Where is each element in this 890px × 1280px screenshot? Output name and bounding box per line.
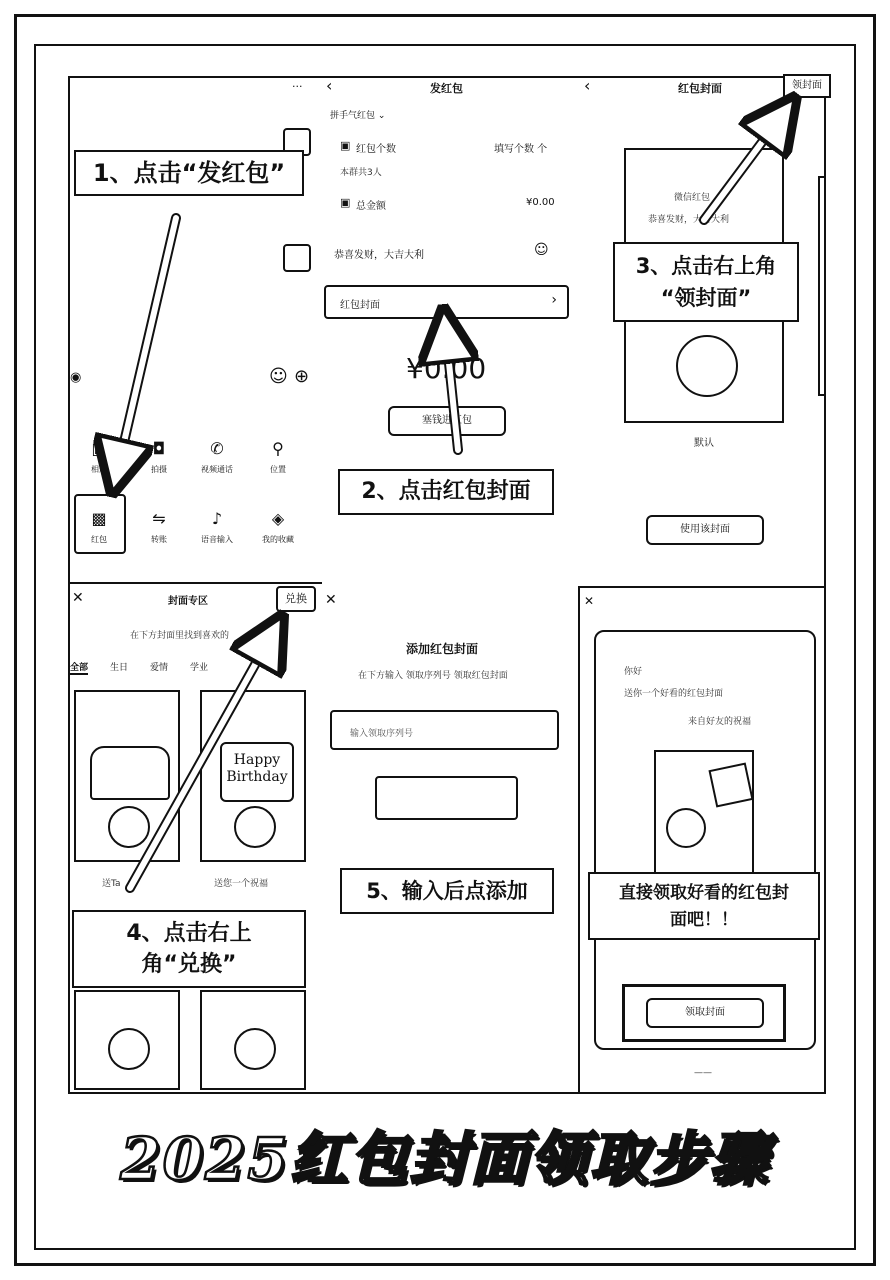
red-packet-icon: ▩ <box>91 509 107 528</box>
favorites-button[interactable]: ◈ 我的收藏 <box>243 510 313 545</box>
packet-type-select[interactable]: 拼手气红包 ⌄ <box>330 111 386 121</box>
arrow-step4-inner <box>130 638 270 888</box>
final-callout: 直接领取好看的红包封 面吧！！ <box>588 872 820 940</box>
back-icon[interactable]: ‹ <box>584 76 591 95</box>
red-packet-button[interactable]: ▩ 红包 <box>64 510 134 545</box>
page-title: 添加红包封面 <box>406 642 479 656</box>
page-title: 红包封面 <box>678 82 722 95</box>
tab-birthday[interactable]: 生日 <box>110 663 129 673</box>
emoji-icon[interactable]: ☺ <box>534 242 549 258</box>
voice-input-button[interactable]: ♪ 语音输入 <box>182 510 252 545</box>
serial-placeholder: 输入领取序列号 <box>350 729 414 739</box>
transfer-button[interactable]: ⇋ 转账 <box>124 510 194 545</box>
camera-button[interactable]: ◘ 拍摄 <box>124 440 194 475</box>
arrow-step1-inner <box>118 218 176 468</box>
use-cover-button[interactable]: 使用该封面 <box>646 515 764 545</box>
close-icon[interactable]: ✕ <box>325 592 337 608</box>
location-button[interactable]: ⚲ 位置 <box>243 440 313 475</box>
claim-cover-button[interactable]: 领封面 <box>783 74 831 98</box>
tab-love[interactable]: 爱情 <box>150 663 169 673</box>
chevron-right-icon: › <box>551 292 557 308</box>
send-money-button[interactable]: 塞钱进红包 <box>388 406 506 436</box>
video-call-button[interactable]: ✆ 视频通话 <box>182 440 252 475</box>
page-title: 封面专区 <box>168 596 208 607</box>
close-icon[interactable]: ✕ <box>72 590 84 606</box>
default-label: 默认 <box>694 438 714 449</box>
card-greeting: 你好 <box>624 667 643 677</box>
album-button[interactable]: ▣ 相册 <box>64 440 134 475</box>
card-caption: 送您一个祝福 <box>214 879 269 889</box>
tab-study[interactable]: 学业 <box>190 663 209 673</box>
camera-icon: ◘ <box>152 439 166 458</box>
page-title: 发红包 <box>430 82 463 95</box>
footer-mark: —— <box>694 1068 712 1078</box>
album-icon: ▣ <box>91 439 107 458</box>
step3-callout: 3、点击右上角 “领封面” <box>613 242 799 322</box>
count-label: 红包个数 <box>356 144 396 155</box>
location-icon: ⚲ <box>272 439 284 458</box>
voice-icon[interactable]: ◉ <box>70 370 82 385</box>
close-icon[interactable]: ✕ <box>584 594 595 608</box>
subtitle: 在下方输入 领取序列号 领取红包封面 <box>358 671 508 681</box>
poster-title: 2025红包封面领取步骤 <box>120 1125 770 1193</box>
exchange-button[interactable]: 兑换 <box>276 586 316 612</box>
count-input[interactable]: 填写个数 个 <box>494 144 548 155</box>
claim-button[interactable]: 领取封面 <box>646 998 764 1028</box>
amount-input[interactable]: ¥0.00 <box>526 197 555 208</box>
plus-icon[interactable]: ⊕ <box>294 366 310 387</box>
step4-callout: 4、点击右上 角“兑换” <box>72 910 306 988</box>
cover-greeting: 恭喜发财，大吉大利 <box>648 215 730 225</box>
greeting-input[interactable]: 恭喜发财，大吉大利 <box>334 250 424 261</box>
more-icon[interactable]: ··· <box>292 80 303 93</box>
tab-all[interactable]: 全部 <box>70 660 88 675</box>
add-button[interactable]: 添加 <box>375 776 518 820</box>
microphone-icon: ♪ <box>211 509 223 528</box>
transfer-icon: ⇋ <box>152 509 166 528</box>
hint-text: 在下方封面里找到喜欢的 <box>130 631 230 641</box>
emoji-icon[interactable]: ☺ <box>269 366 288 387</box>
phone-icon: ✆ <box>210 439 224 458</box>
card-line: 送你一个好看的红包封面 <box>624 689 724 699</box>
cover-label: 红包封面 <box>340 300 380 311</box>
checkbox-icon: ▣ <box>340 196 351 209</box>
amount-display: ¥0.00 <box>406 352 487 385</box>
step5-callout: 5、输入后点添加 <box>340 868 554 914</box>
card-from: 来自好友的祝福 <box>688 717 752 727</box>
birthday-text: Happy Birthday <box>226 752 288 785</box>
step2-callout: 2、点击红包封面 <box>338 469 554 515</box>
arrow-step3-inner <box>704 118 780 220</box>
checkbox-icon: ▣ <box>340 139 351 152</box>
group-note: 本群共3人 <box>340 168 382 178</box>
cube-icon: ◈ <box>271 509 285 528</box>
back-icon[interactable]: ‹ <box>326 76 333 95</box>
amount-label: 总金额 <box>356 201 386 212</box>
card-caption: 送Ta <box>102 879 121 889</box>
step1-callout: 1、点击“发红包” <box>74 150 304 196</box>
cover-brand: 微信红包 <box>674 193 711 203</box>
